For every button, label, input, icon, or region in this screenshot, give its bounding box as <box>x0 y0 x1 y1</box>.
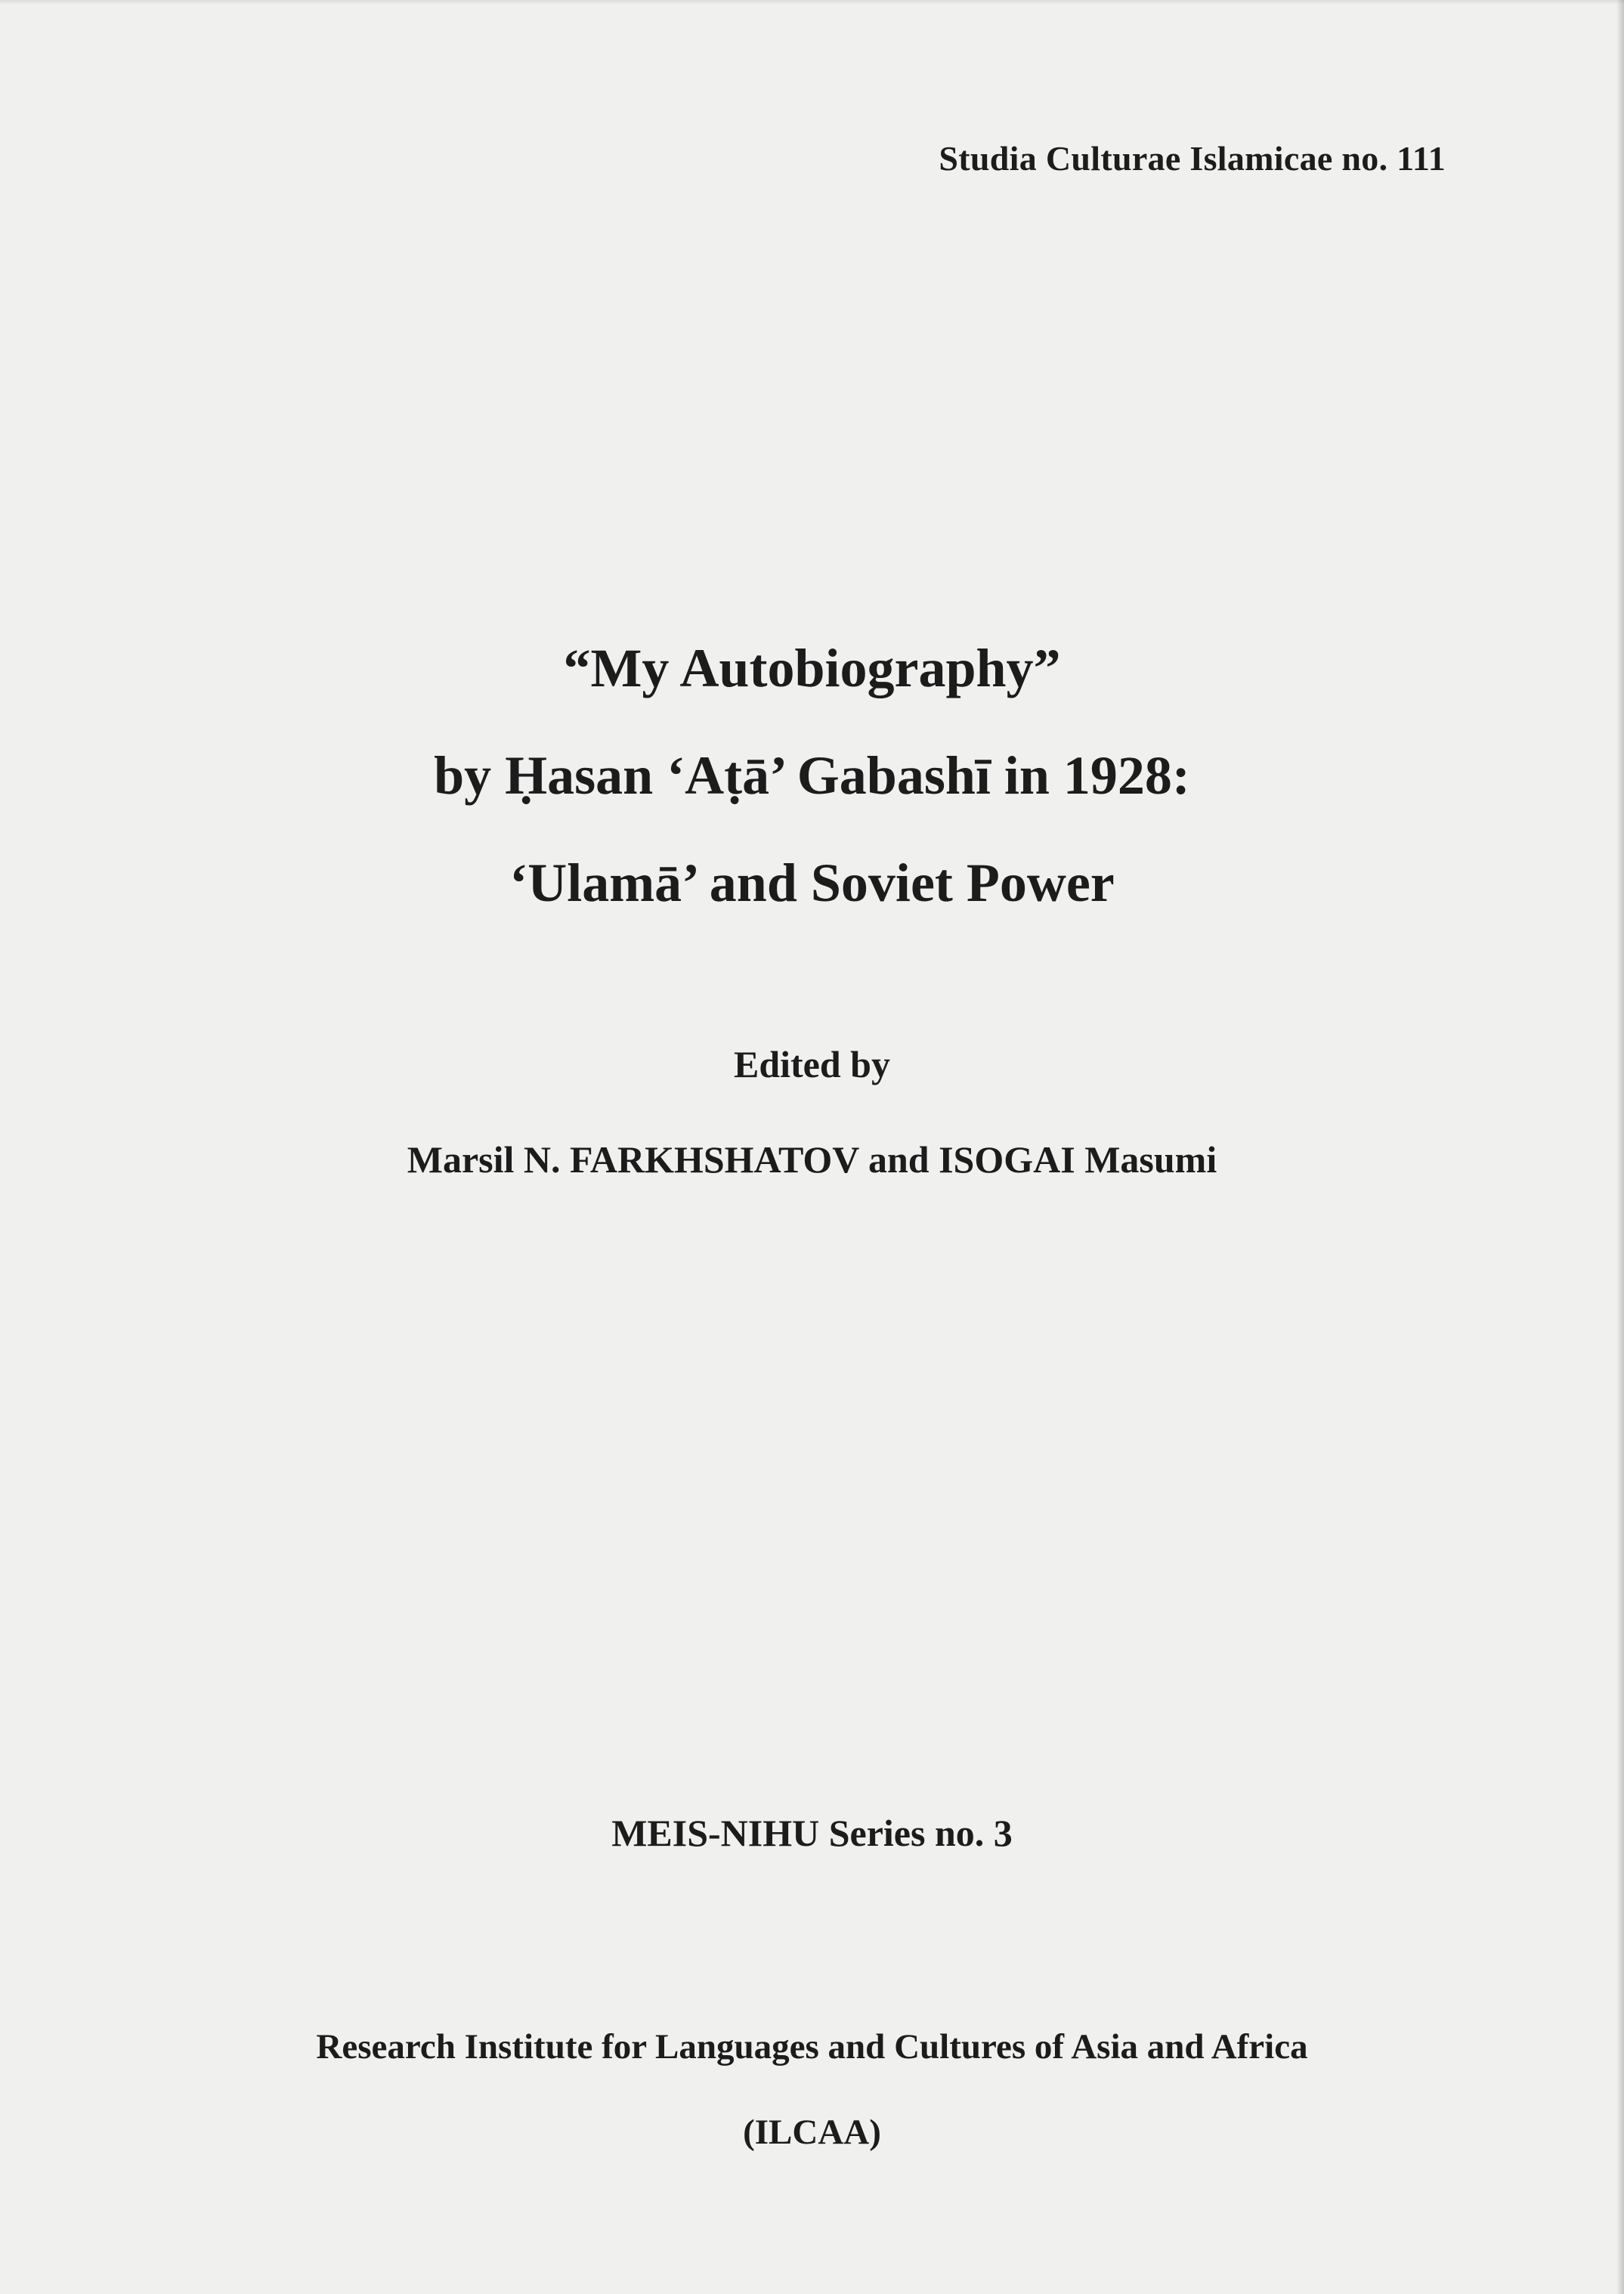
editors-section <box>0 1043 1624 1181</box>
edited-by-label: Edited by <box>733 1043 890 1085</box>
title-line-2: by Ḥasan ‘Aṭā’ Gabashī in 1928: <box>434 745 1190 806</box>
title-line-3: ‘Ulamā’ and Soviet Power <box>509 853 1115 913</box>
editor-names: Marsil N. FARKHSHATOV and ISOGAI Masumi <box>407 1138 1217 1181</box>
scan-edge-shadow-top <box>0 0 1624 5</box>
publisher-section <box>0 2029 1624 2150</box>
title-line-1: “My Autobiography” <box>563 638 1061 698</box>
publisher-abbreviation: (ILCAA) <box>743 2113 881 2152</box>
series-label-bottom: MEIS-NIHU Series no. 3 <box>611 1812 1013 1854</box>
series-label-top: Studia Culturae Islamicae no. 111 <box>939 139 1446 178</box>
book-title <box>0 638 1624 913</box>
publisher-name: Research Institute for Languages and Cultures of Asia and Africa <box>316 2027 1308 2066</box>
